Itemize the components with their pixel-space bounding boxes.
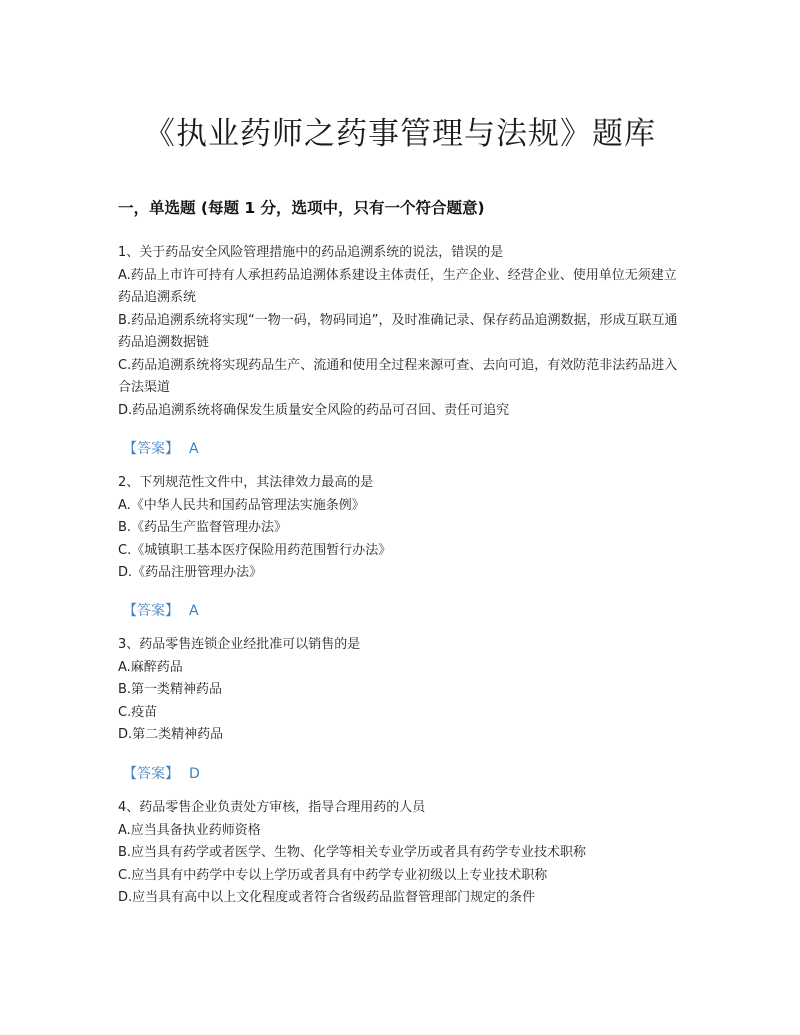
answer-value: A	[189, 441, 199, 457]
section-heading: 一，单选题 (每题 1 分，选项中，只有一个符合题意)	[118, 199, 485, 217]
question-stem: 4、药品零售企业负责处方审核，指导合理用药的人员	[118, 800, 426, 815]
option-d: D.第二类精神药品	[118, 727, 224, 742]
answer-1	[123, 438, 199, 458]
option-a: A.应当具备执业药师资格	[118, 822, 261, 838]
answer-value: A	[189, 603, 199, 619]
option-c: C.疫苗	[118, 704, 158, 720]
question-stem: 2、下列规范性文件中，其法律效力最高的是	[118, 475, 374, 490]
option-c: C.《城镇职工基本医疗保险用药范围暂行办法》	[118, 542, 392, 558]
answer-label: 【答案】	[123, 603, 179, 619]
answer-3	[123, 763, 200, 783]
question-2	[118, 472, 684, 585]
option-a: A.药品上市许可持有人承担药品追溯体系建设主体责任，生产企业、经营企业、使用单位无须建立药品追溯系统	[118, 267, 677, 305]
answer-2	[123, 600, 199, 620]
question-3	[118, 634, 684, 747]
answer-label: 【答案】	[123, 441, 179, 457]
option-c: C.应当具有中药学中专以上学历或者具有中药学专业初级以上专业技术职称	[118, 867, 548, 883]
document-title: 《执业药师之药事管理与法规》题库	[144, 116, 656, 152]
question-stem: 1、关于药品安全风险管理措施中的药品追溯系统的说法，错误的是	[118, 245, 504, 260]
question-4	[118, 797, 684, 910]
option-b: B.应当具有药学或者医学、生物、化学等相关专业学历或者具有药学专业技术职称	[118, 845, 587, 860]
answer-label: 【答案】	[123, 766, 179, 782]
option-b: B.第一类精神药品	[118, 682, 223, 697]
option-d: D.应当具有高中以上文化程度或者符合省级药品监督管理部门规定的条件	[118, 890, 536, 905]
question-1	[118, 242, 684, 422]
answer-value: D	[189, 766, 200, 782]
option-c: C.药品追溯系统将实现药品生产、流通和使用全过程来源可查、去向可追，有效防范非法药品进入合法渠道	[118, 357, 678, 395]
question-stem: 3、药品零售连锁企业经批准可以销售的是	[118, 637, 361, 652]
option-a: A.《中华人民共和国药品管理法实施条例》	[118, 497, 365, 513]
option-d: D.《药品注册管理办法》	[118, 565, 263, 580]
option-b: B.药品追溯系统将实现“一物一码，物码同追”，及时准确记录、保存药品追溯数据，形成互联互通药品追溯数据链	[118, 312, 678, 350]
option-b: B.《药品生产监督管理办法》	[118, 520, 288, 535]
option-a: A.麻醉药品	[118, 659, 183, 675]
option-d: D.药品追溯系统将确保发生质量安全风险的药品可召回、责任可追究	[118, 402, 510, 418]
